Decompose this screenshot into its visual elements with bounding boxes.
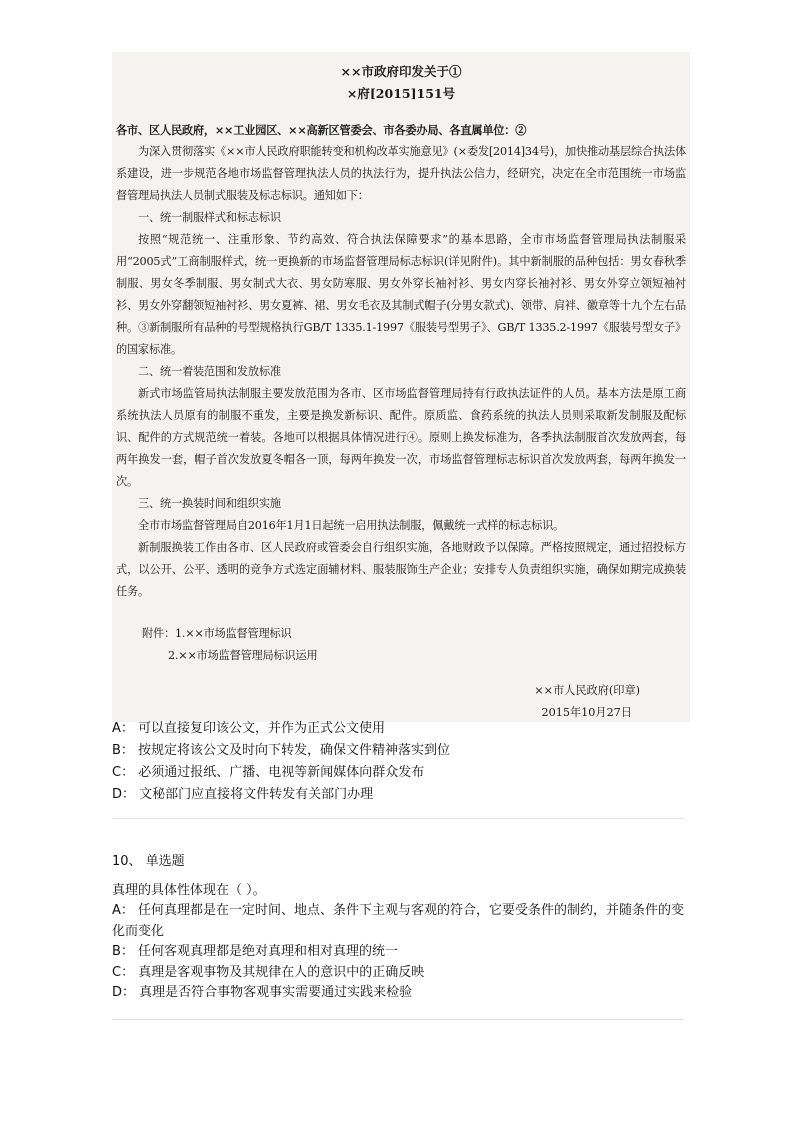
document-salutation: 各市、区人民政府，××工业园区、××高新区管委会、市各委办局、各直属单位：②: [116, 123, 527, 137]
document-title: ××市政府印发关于①: [340, 64, 462, 79]
question-10-stem: 真理的具体性体现在（ ）。: [112, 882, 266, 898]
question-9-options: [112, 718, 450, 806]
document-paragraph-2: 按照“规范统一、注重形象、节约高效、符合执法保障要求”的基本思路，全市市场监督管理局执法制服采用“2005式”工商制服样式，统一更换新的市场监督管理局标志标识(详见附件)。其中新制服的品种包括：男女春秋季制服、男女冬季制服、男女制式大衣、男女防寒服、男女外穿长袖衬衫、男女内穿长袖衬衫、男女外穿立领短袖衬衫、男女外穿翻领短袖衬衫、男女夏裤、裙、男女毛衣及其制式帽子(分男女款式)、领带、肩袢、徽章等十九个左右品种。③新制服所有品种的号型规格执行GB/T 1335.1-1997《服装号型男子》、GB/T 1335.2-1997《服装号型女子》的国家标准。: [116, 233, 686, 356]
divider: [112, 818, 684, 819]
q9-option-a[interactable]: A： 可以直接复印该公文，并作为正式公文使用: [112, 721, 386, 736]
q10-option-a[interactable]: A： 任何真理都是在一定时间、地点、条件下主观与客观的符合，它要受条件的制约，并随条件的变化而变化: [112, 903, 685, 939]
document-paragraph-1: 为深入贯彻落实《××市人民政府职能转变和机构改革实施意见》(×委发[2014]34号)，加快推动基层综合执法体系建设，进一步规范各地市场监督管理执法人员的执法行为，提升执法公信力，经研究，决定在全市范围统一市场监督管理局执法人员制式服装及标志标识。通知如下：: [116, 145, 686, 202]
question-10-header: 10、 单选题: [112, 854, 185, 869]
document-date: 2015年10月27日: [541, 706, 632, 719]
q10-option-b[interactable]: B： 任何客观真理都是绝对真理和相对真理的统一: [112, 944, 399, 959]
document-attachment-1: 附件：1.××市场监督管理标识: [142, 627, 292, 640]
document-paragraph-5: 新制服换装工作由各市、区人民政府或管委会自行组织实施，各地财政予以保障。严格按照规定，通过招投标方式，以公开、公平、透明的竞争方式选定面辅材料、服装服饰生产企业；安排专人负责组织实施，确保如期完成换装任务。: [116, 541, 686, 598]
document-signature: ××市人民政府(印章): [534, 684, 640, 697]
document-paragraph-4: 全市市场监督管理局自2016年1月1日起统一启用执法制服，佩戴统一式样的标志标识。: [138, 519, 565, 532]
document-attachment-2: 2.××市场监督管理局标识运用: [168, 649, 318, 662]
document-heading-1: 一、统一制服样式和标志标识: [138, 211, 281, 224]
divider: [112, 1019, 684, 1020]
q10-option-c[interactable]: C： 真理是客观事物及其规律在人的意识中的正确反映: [112, 964, 425, 980]
question-10: [112, 852, 692, 1004]
q9-option-b[interactable]: B： 按规定将该公文及时向下转发，确保文件精神落实到位: [112, 743, 451, 758]
scanned-document-image: [112, 52, 690, 722]
document-paragraph-3: 新式市场监管局执法制服主要发放范围为各市、区市场监督管理局持有行政执法证件的人员。基本方法是原工商系统执法人员原有的制服不重发，主要是换发新标识、配件。原质监、食药系统的执法人员则采取新发制服及配标识、配件的方式规范统一着装。各地可以根据具体情况进行④。原则上换发标准为，各季执法制服首次发放两套，每两年换发一套，帽子首次发放夏冬帽各一顶，每两年换发一次，市场监督管理标志标识首次发放两套，每两年换发一次。: [116, 387, 686, 488]
document-heading-3: 三、统一换装时间和组织实施: [138, 497, 281, 510]
q9-option-c[interactable]: C： 必须通过报纸、广播、电视等新闻媒体向群众发布: [112, 765, 425, 780]
q10-option-d[interactable]: D： 真理是否符合事物客观事实需要通过实践来检验: [112, 985, 413, 1000]
document-number: ×府[2015]151号: [346, 86, 456, 101]
q9-option-d[interactable]: D： 文秘部门应直接将文件转发有关部门办理: [112, 787, 374, 802]
document-heading-2: 二、统一着装范围和发放标准: [138, 365, 281, 378]
